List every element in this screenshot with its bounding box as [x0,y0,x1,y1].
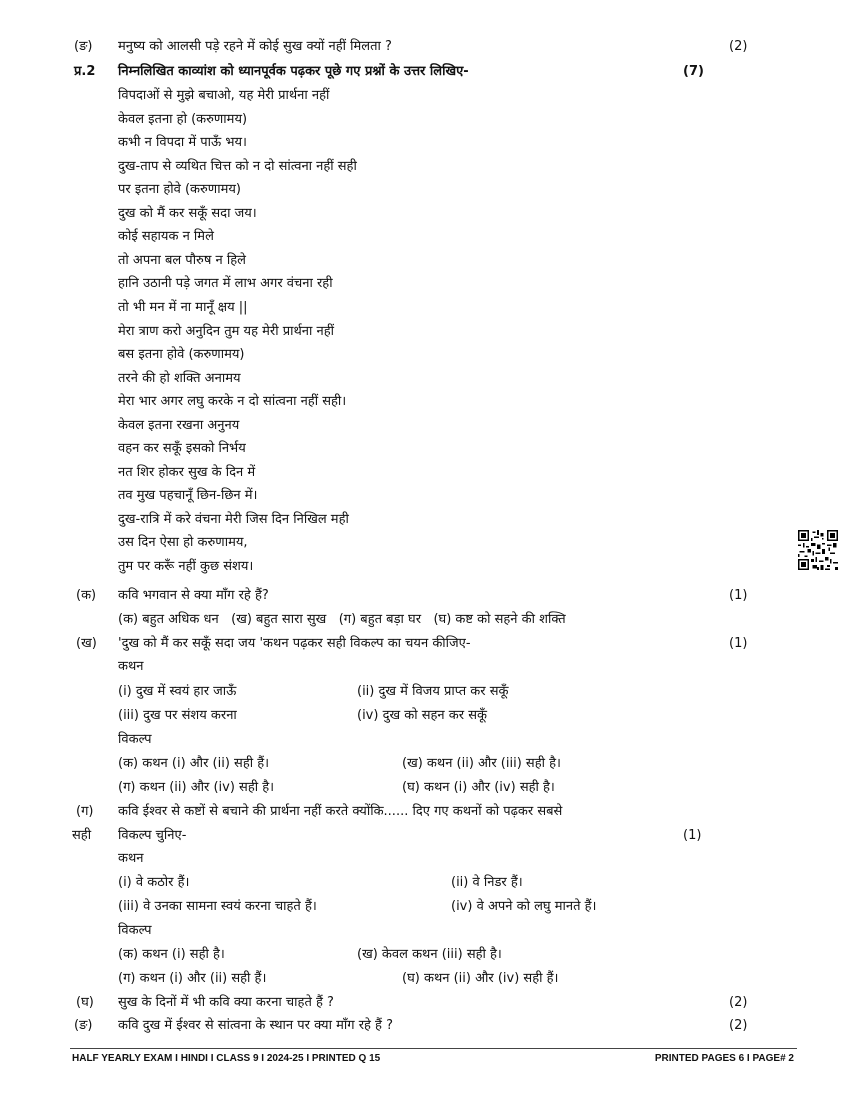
question-number: प्र.2 [74,64,96,79]
question-label: (ङ) [74,39,93,54]
statement: (iii) वे उनका सामना स्वयं करना चाहते हैं। [118,899,317,914]
statement: (i) वे कठोर हैं। [118,875,190,890]
kathan-heading: कथन [118,851,144,866]
poem-line: तरने की हो शक्ति अनामय [118,371,241,386]
option: (ख) केवल कथन (iii) सही है। [357,947,502,962]
option: (क) कथन (i) सही है। [118,947,225,962]
poem-line: मेरा त्राण करो अनुदिन तुम यह मेरी प्रार्थना नहीं [118,324,334,339]
question-text-continued: विकल्प चुनिए- [118,828,187,843]
qr-code-icon [798,530,838,570]
poem-line: तुम पर करूँ नहीं कुछ संशय। [118,559,254,574]
poem-line: नत शिर होकर सुख के दिन में [118,465,256,480]
footer-left: HALF YEARLY EXAM I HINDI I CLASS 9 I 2024-25 I PRINTED Q 15 [72,1053,381,1064]
poem-line: दुख-रात्रि में करे वंचना मेरी जिस दिन निखिल मही [118,512,349,527]
question-marks: (1) [729,636,748,651]
question-marks: (2) [729,995,748,1010]
poem-line: कोई सहायक न मिले [118,229,214,244]
question-label: (ख) [76,636,97,651]
poem-line: बस इतना होवे (करुणामय) [118,347,245,362]
option: (क) कथन (i) और (ii) सही हैं। [118,756,270,771]
question-text: कवि ईश्वर से कष्टों से बचाने की प्रार्थना नहीं करते क्योंकि...... दिए गए कथनों को पढ़कर सबसे [118,804,563,819]
question-label: (ग) [76,804,94,819]
question-marks: (1) [683,828,702,843]
poem-line: केवल इतना हो (करुणामय) [118,112,248,127]
statement: (ii) वे निडर हैं। [451,875,523,890]
option: (ख) कथन (ii) और (iii) सही है। [402,756,561,771]
statement: (iv) दुख को सहन कर सकूँ [357,708,487,723]
poem-line: उस दिन ऐसा हो करुणामय, [118,535,248,550]
question-text: कवि दुख में ईश्वर से सांत्वना के स्थान पर क्या माँग रहे हैं ? [118,1018,393,1033]
poem-line: पर इतना होवे (करुणामय) [118,182,241,197]
poem-line: तो अपना बल पौरुष न हिले [118,253,246,268]
question-text: 'दुख को मैं कर सकूँ सदा जय 'कथन पढ़कर सही विकल्प का चयन कीजिए- [118,636,471,651]
statement: (i) दुख में स्वयं हार जाऊँ [118,684,237,699]
poem-line: हानि उठानी पड़े जगत में लाभ अगर वंचना रही [118,276,333,291]
question-text: सुख के दिनों में भी कवि क्या करना चाहते हैं ? [118,995,334,1010]
question-label: (ङ) [74,1018,93,1033]
question-marks: (7) [683,64,704,79]
poem-line: तो भी मन में ना मानूँ क्षय || [118,300,248,315]
option: (घ) कथन (ii) और (iv) सही हैं। [402,971,559,986]
statement: (iv) वे अपने को लघु मानते हैं। [451,899,597,914]
poem-line: दुख-ताप से व्यथित चित्त को न दो सांत्वना नहीं सही [118,159,357,174]
poem-line: तव मुख पहचानूँ छिन-छिन में। [118,488,258,503]
vikalp-heading: विकल्प [118,923,152,938]
poem-line: केवल इतना रखना अनुनय [118,418,240,433]
option: (घ) कथन (i) और (iv) सही है। [402,780,555,795]
statement: (ii) दुख में विजय प्राप्त कर सकूँ [357,684,509,699]
vikalp-heading: विकल्प [118,732,152,747]
question-marks: (2) [729,1018,748,1033]
question-text: मनुष्य को आलसी पड़े रहने में कोई सुख क्यों नहीं मिलता ? [118,39,392,54]
poem-line: मेरा भार अगर लघु करके न दो सांत्वना नहीं सही। [118,394,347,409]
question-label: (घ) [76,995,94,1010]
footer-divider [70,1048,797,1049]
question-marks: (1) [729,588,748,603]
question-label-continued: सही [72,828,92,843]
question-label: (क) [76,588,97,603]
poem-line: वहन कर सकूँ इसको निर्भय [118,441,246,456]
poem-line: कभी न विपदा में पाऊँ भय। [118,135,247,150]
poem-line: विपदाओं से मुझे बचाओ, यह मेरी प्रार्थना नहीं [118,88,330,103]
question-text: कवि भगवान से क्या माँग रहे हैं? [118,588,269,603]
footer-right: PRINTED PAGES 6 I PAGE# 2 [654,1053,794,1064]
poem-line: दुख को मैं कर सकूँ सदा जय। [118,206,257,221]
kathan-heading: कथन [118,659,144,674]
option: (ग) कथन (i) और (ii) सही हैं। [118,971,267,986]
statement: (iii) दुख पर संशय करना [118,708,237,723]
question-marks: (2) [729,39,748,54]
option-row: (क) बहुत अधिक धन (ख) बहुत सारा सुख (ग) बहुत बड़ा घर (घ) कष्ट को सहने की शक्ति [118,612,566,627]
question-heading: निम्नलिखित काव्यांश को ध्यानपूर्वक पढ़कर पूछे गए प्रश्नों के उत्तर लिखिए- [118,64,469,79]
option: (ग) कथन (ii) और (iv) सही है। [118,780,275,795]
